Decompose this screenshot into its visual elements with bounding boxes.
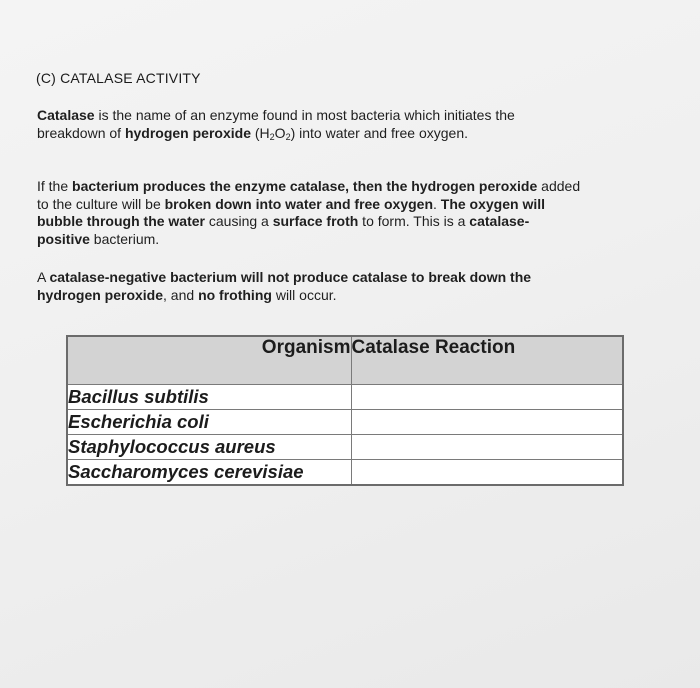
paragraph-line: positive bacterium. <box>37 230 160 247</box>
section-title: (C) CATALASE ACTIVITY <box>36 70 201 86</box>
catalase-results-table <box>66 335 624 486</box>
table-row <box>67 409 623 434</box>
organism-cell: Escherichia coli <box>67 409 351 434</box>
paragraph-catalase-definition <box>37 106 677 142</box>
paragraph-line: A catalase-negative bacterium will not produce catalase to break down the <box>37 269 532 285</box>
reaction-cell[interactable] <box>351 459 623 485</box>
organism-cell: Saccharomyces cerevisiae <box>67 459 351 485</box>
table-row <box>67 384 623 409</box>
paragraph-line: bubble through the water causing a surface froth to form. This is a catalase- <box>37 213 530 229</box>
paragraph-line: hydrogen peroxide, and no frothing will occur. <box>37 287 337 303</box>
organism-cell: Staphylococcus aureus <box>67 434 351 459</box>
paragraph-line: If the bacterium produces the enzyme catalase, then the hydrogen peroxide added <box>37 178 581 194</box>
paragraph-line: to the culture will be broken down into water and free oxygen. The oxygen will <box>37 195 546 212</box>
paragraph-catalase-positive <box>37 178 677 248</box>
paragraph-catalase-negative <box>37 268 677 304</box>
organism-column-header: Organism <box>67 336 351 384</box>
table-row <box>67 434 623 459</box>
table-row <box>67 459 623 485</box>
paragraph-line: breakdown of hydrogen peroxide $(H_2O_2)$ into water and free oxygen. <box>37 125 469 142</box>
reaction-cell[interactable] <box>351 384 623 409</box>
paragraph-line: Catalase is the name of an enzyme found in most bacteria which initiates the <box>37 107 515 123</box>
catalase-reaction-column-header: Catalase Reaction <box>351 336 623 384</box>
organism-cell: Bacillus subtilis <box>67 384 351 409</box>
table-header-row <box>67 336 623 384</box>
reaction-cell[interactable] <box>351 434 623 459</box>
reaction-cell[interactable] <box>351 409 623 434</box>
